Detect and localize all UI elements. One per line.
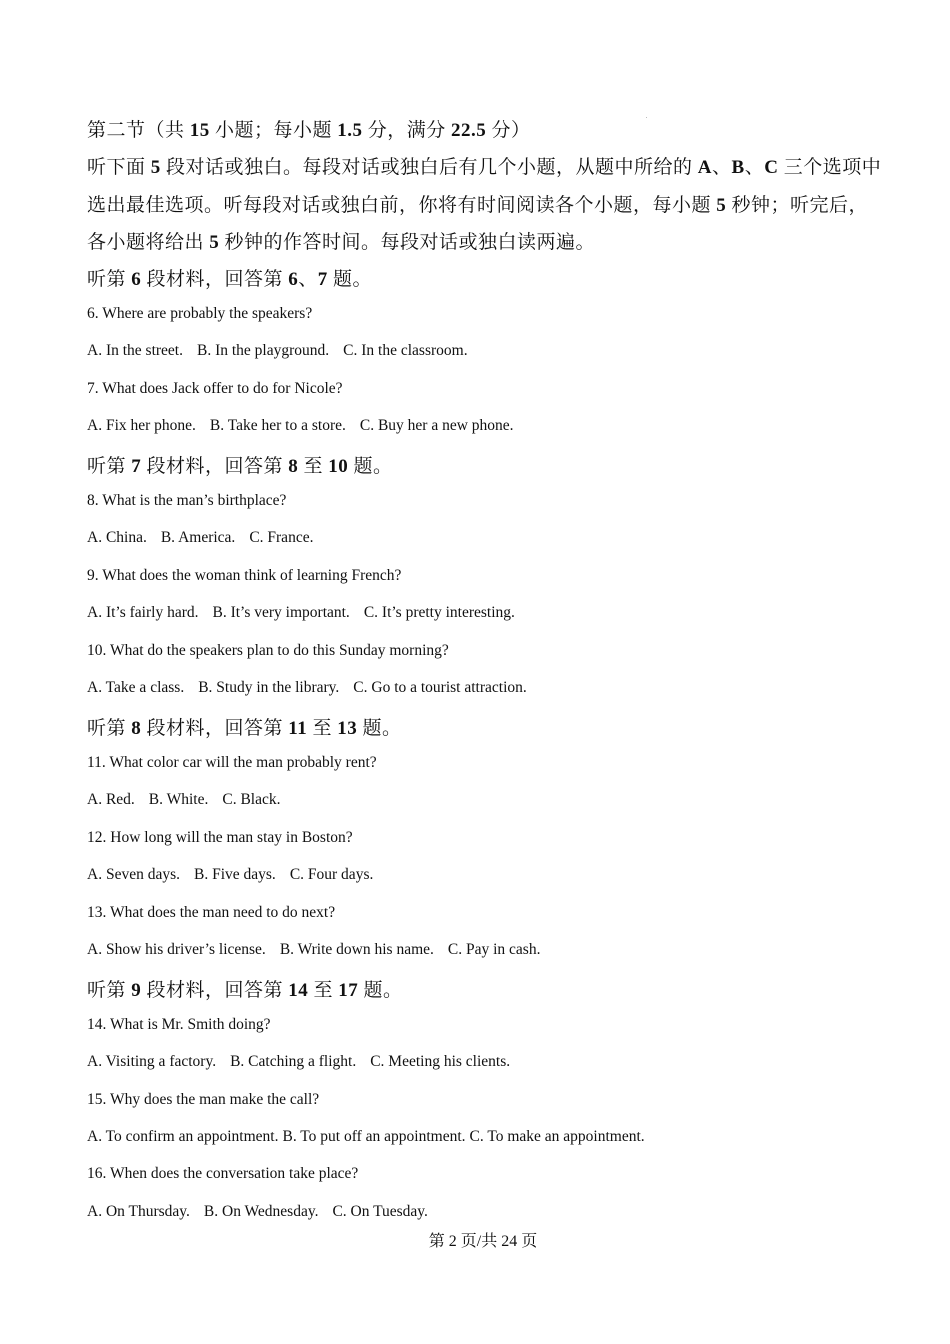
option-a: A. Visiting a factory. — [87, 1053, 217, 1070]
option-a: A. Take a class. — [87, 679, 185, 696]
option-c: C. To make an appointment. — [469, 1128, 645, 1145]
question-options — [87, 529, 313, 547]
instructions-line-1: 听下面 5 段对话或独白。每段对话或独白后有几个小题，从题中所给的 A、B、C 三个选项中 — [87, 157, 882, 178]
option-b: B. Five days. — [194, 866, 276, 883]
option-a: A. On Thursday. — [87, 1203, 190, 1220]
question-options — [87, 342, 468, 360]
option-b: B. In the playground. — [196, 342, 330, 359]
option-c: C. In the classroom. — [343, 342, 468, 359]
question-stem: 7. What does Jack offer to do for Nicole? — [87, 380, 343, 397]
question-stem: 12. How long will the man stay in Boston? — [87, 829, 353, 846]
option-b: B. White. — [148, 791, 209, 808]
question-stem: 8. What is the man’s birthplace? — [87, 492, 287, 509]
option-a: A. To confirm an appointment. — [87, 1128, 279, 1145]
group-heading: 听第 9 段材料，回答第 14 至 17 题。 — [87, 980, 403, 1001]
option-b: B. To put off an appointment. — [282, 1128, 466, 1145]
option-a: A. In the street. — [87, 342, 183, 359]
question-options — [87, 791, 280, 809]
group-heading: 听第 6 段材料，回答第 6、7 题。 — [87, 269, 373, 290]
option-a: A. Show his driver’s license. — [87, 941, 266, 958]
question-stem: 10. What do the speakers plan to do this Sunday morning? — [87, 642, 449, 659]
option-c: C. Buy her a new phone. — [359, 417, 514, 434]
question-options — [87, 679, 527, 697]
option-a: A. Fix her phone. — [87, 417, 196, 434]
page-number: 2 — [448, 1233, 457, 1250]
option-c: C. Go to a tourist attraction. — [353, 679, 527, 696]
question-options — [87, 1053, 510, 1071]
option-a: A. Red. — [87, 791, 135, 808]
option-c: C. On Tuesday. — [332, 1203, 428, 1220]
page-footer: 第 2 页/共 24 页 — [428, 1233, 538, 1250]
scan-artifact — [646, 117, 647, 118]
option-c: C. Black. — [222, 791, 281, 808]
instructions-line-2: 选出最佳选项。听每段对话或独白前，你将有时间阅读各个小题，每小题 5 秒钟；听完后， — [87, 195, 869, 216]
option-c: C. Meeting his clients. — [370, 1053, 511, 1070]
question-stem: 6. Where are probably the speakers? — [87, 305, 313, 322]
group-heading: 听第 7 段材料，回答第 8 至 10 题。 — [87, 456, 393, 477]
page-total: 24 — [501, 1233, 518, 1250]
question-stem: 13. What does the man need to do next? — [87, 904, 336, 921]
question-options — [87, 941, 540, 959]
option-a: A. China. — [87, 529, 147, 546]
option-b: B. Write down his name. — [279, 941, 434, 958]
option-c: C. Four days. — [289, 866, 374, 883]
option-b: B. On Wednesday. — [203, 1203, 319, 1220]
question-stem: 15. Why does the man make the call? — [87, 1091, 320, 1108]
option-a: A. It’s fairly hard. — [87, 604, 199, 621]
question-options — [87, 604, 515, 622]
option-b: B. It’s very important. — [212, 604, 350, 621]
instructions-line-3: 各小题将给出 5 秒钟的作答时间。每段对话或独白读两遍。 — [87, 232, 596, 253]
option-b: B. Take her to a store. — [209, 417, 346, 434]
question-options — [87, 1128, 645, 1146]
question-stem: 9. What does the woman think of learning French? — [87, 567, 402, 584]
question-stem: 16. When does the conversation take place? — [87, 1165, 359, 1182]
option-c: C. It’s pretty interesting. — [363, 604, 515, 621]
section-header: 第二节（共 15 小题；每小题 1.5 分，满分 22.5 分） — [87, 120, 531, 141]
option-b: B. Catching a flight. — [230, 1053, 357, 1070]
question-options — [87, 1203, 428, 1221]
option-c: C. Pay in cash. — [447, 941, 541, 958]
question-options — [87, 417, 514, 435]
question-stem: 11. What color car will the man probably rent? — [87, 754, 377, 771]
question-options — [87, 866, 373, 884]
option-b: B. America. — [160, 529, 236, 546]
group-heading: 听第 8 段材料，回答第 11 至 13 题。 — [87, 718, 402, 739]
option-b: B. Study in the library. — [198, 679, 340, 696]
question-stem: 14. What is Mr. Smith doing? — [87, 1016, 271, 1033]
option-c: C. France. — [249, 529, 314, 546]
option-a: A. Seven days. — [87, 866, 180, 883]
